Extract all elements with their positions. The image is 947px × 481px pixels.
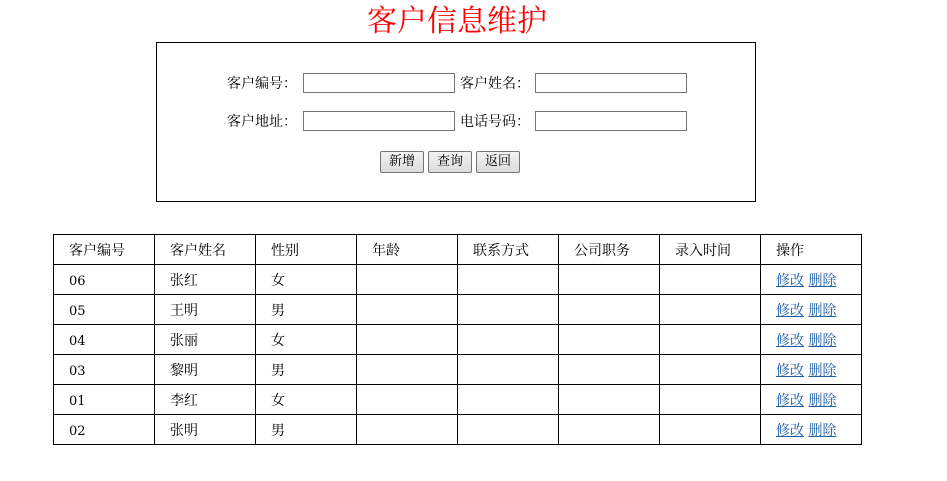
- search-form: [156, 42, 756, 202]
- cell-operations: [761, 325, 862, 355]
- phone-number-label: 电话号码：: [460, 114, 530, 130]
- table-row: [54, 325, 862, 355]
- cell-position: [559, 325, 660, 355]
- query-button[interactable]: 查询: [428, 151, 472, 173]
- header-position: 公司职务: [559, 235, 660, 265]
- search-row-1: [157, 73, 755, 95]
- delete-link[interactable]: 删除: [808, 332, 837, 349]
- cell-gender: 女: [256, 325, 357, 355]
- edit-link[interactable]: 修改: [776, 272, 804, 289]
- header-gender: 性别: [256, 235, 357, 265]
- edit-link[interactable]: 修改: [776, 422, 804, 439]
- cell-contact: [458, 415, 559, 445]
- cell-operations: [761, 265, 862, 295]
- delete-link[interactable]: 删除: [808, 302, 837, 319]
- cell-age: [357, 325, 458, 355]
- customer-name-label: 客户姓名：: [460, 76, 530, 92]
- add-button[interactable]: 新增: [380, 151, 424, 173]
- cell-age: [357, 295, 458, 325]
- cell-entry-time: [660, 295, 761, 325]
- header-customer-id: 客户编号: [54, 235, 155, 265]
- cell-operations: [761, 355, 862, 385]
- customer-address-input[interactable]: [303, 111, 455, 131]
- cell-contact: [458, 355, 559, 385]
- cell-position: [559, 355, 660, 385]
- cell-entry-time: [660, 325, 761, 355]
- edit-link[interactable]: 修改: [776, 332, 804, 349]
- cell-position: [559, 265, 660, 295]
- table-row: [54, 355, 862, 385]
- phone-number-input[interactable]: [535, 111, 687, 131]
- delete-link[interactable]: 删除: [808, 362, 837, 379]
- customer-address-label: 客户地址：: [227, 114, 297, 130]
- customer-table: [53, 234, 862, 445]
- cell-position: [559, 415, 660, 445]
- cell-entry-time: [660, 355, 761, 385]
- edit-link[interactable]: 修改: [776, 362, 804, 379]
- cell-operations: [761, 385, 862, 415]
- cell-gender: 男: [256, 355, 357, 385]
- cell-entry-time: [660, 265, 761, 295]
- cell-position: [559, 385, 660, 415]
- cell-gender: 男: [256, 415, 357, 445]
- cell-age: [357, 355, 458, 385]
- customer-id-label: 客户编号：: [227, 76, 297, 92]
- cell-customer-name: 张红: [155, 265, 256, 295]
- table-row: [54, 415, 862, 445]
- cell-customer-id: 06: [54, 265, 155, 295]
- header-contact: 联系方式: [458, 235, 559, 265]
- header-operations: 操作: [761, 235, 862, 265]
- header-customer-name: 客户姓名: [155, 235, 256, 265]
- header-age: 年龄: [357, 235, 458, 265]
- edit-link[interactable]: 修改: [776, 392, 804, 409]
- cell-customer-name: 王明: [155, 295, 256, 325]
- delete-link[interactable]: 删除: [808, 392, 837, 409]
- cell-operations: [761, 415, 862, 445]
- cell-position: [559, 295, 660, 325]
- delete-link[interactable]: 删除: [808, 272, 837, 289]
- cell-customer-name: 李红: [155, 385, 256, 415]
- page-title: 客户信息维护: [367, 4, 547, 39]
- search-row-2: [157, 111, 755, 133]
- cell-gender: 女: [256, 385, 357, 415]
- table-row: [54, 295, 862, 325]
- edit-link[interactable]: 修改: [776, 302, 804, 319]
- customer-id-input[interactable]: [303, 73, 455, 93]
- cell-customer-name: 张丽: [155, 325, 256, 355]
- table-row: [54, 265, 862, 295]
- table-row: [54, 385, 862, 415]
- cell-gender: 男: [256, 295, 357, 325]
- cell-entry-time: [660, 385, 761, 415]
- cell-age: [357, 385, 458, 415]
- delete-link[interactable]: 删除: [808, 422, 837, 439]
- cell-customer-id: 01: [54, 385, 155, 415]
- cell-contact: [458, 325, 559, 355]
- cell-contact: [458, 265, 559, 295]
- cell-contact: [458, 385, 559, 415]
- customer-name-input[interactable]: [535, 73, 687, 93]
- cell-customer-name: 黎明: [155, 355, 256, 385]
- cell-customer-id: 04: [54, 325, 155, 355]
- cell-operations: [761, 295, 862, 325]
- cell-age: [357, 265, 458, 295]
- header-entry-time: 录入时间: [660, 235, 761, 265]
- action-buttons: [380, 151, 520, 173]
- table-header-row: [54, 235, 862, 265]
- cell-customer-id: 03: [54, 355, 155, 385]
- cell-gender: 女: [256, 265, 357, 295]
- cell-customer-id: 02: [54, 415, 155, 445]
- cell-contact: [458, 295, 559, 325]
- cell-customer-name: 张明: [155, 415, 256, 445]
- cell-age: [357, 415, 458, 445]
- cell-customer-id: 05: [54, 295, 155, 325]
- cell-entry-time: [660, 415, 761, 445]
- back-button[interactable]: 返回: [476, 151, 520, 173]
